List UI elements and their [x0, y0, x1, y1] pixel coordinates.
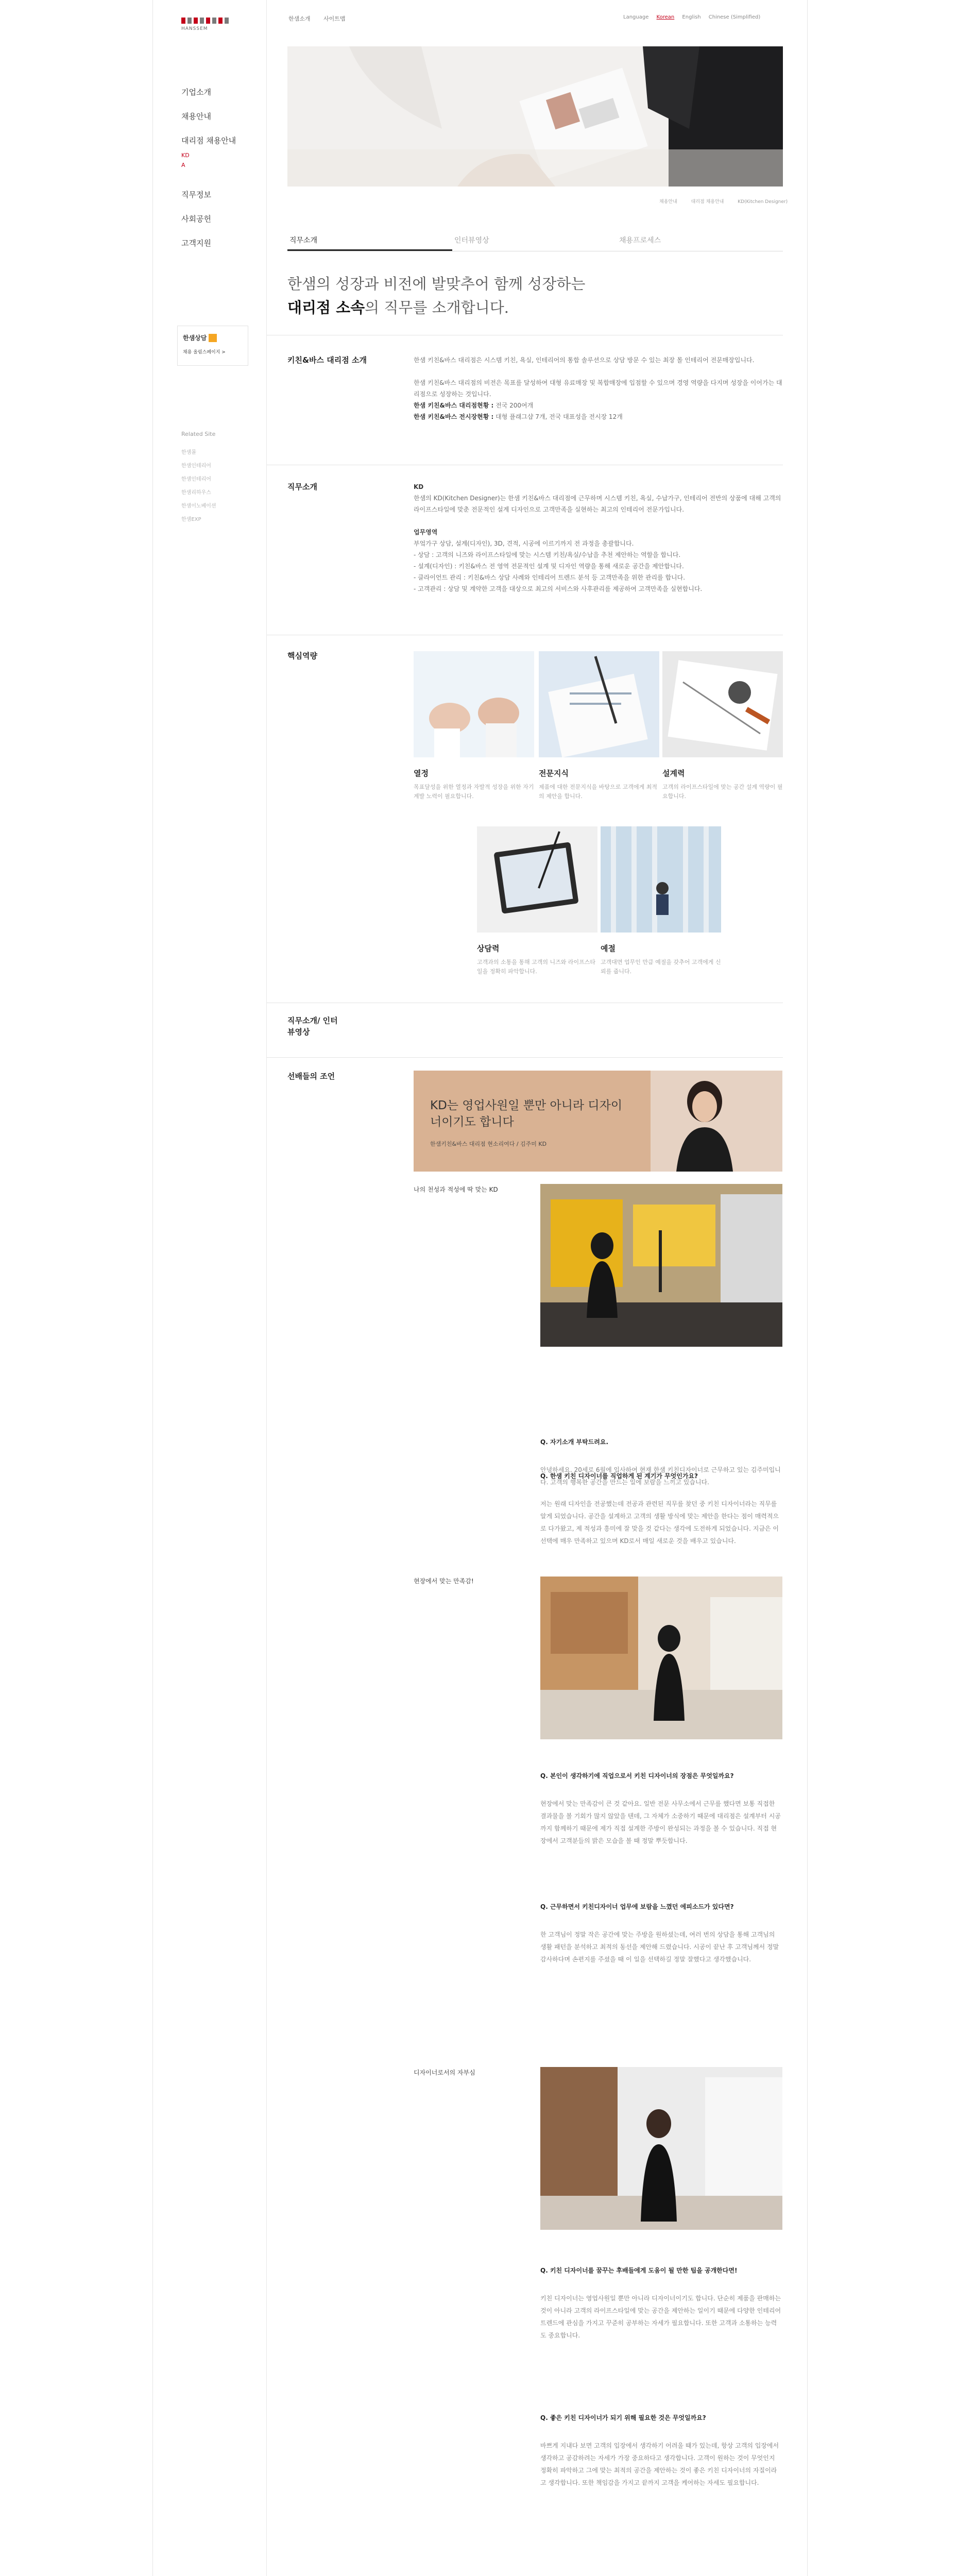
- breadcrumb-item[interactable]: 대리점 채용안내: [691, 199, 724, 205]
- lnb-item-recruit[interactable]: 채용안내: [181, 112, 211, 121]
- qa-question: Q. 키친 디자이너를 꿈꾸는 후배들에게 도움이 될 만한 팁을 공개한다면!: [540, 2267, 738, 2274]
- related-link[interactable]: 한샘이노베이션: [181, 503, 216, 509]
- interview-image-3: [540, 2067, 782, 2230]
- competency-desc: 고객대면 업무인 만큼 예절을 갖추어 고객에게 신뢰를 줍니다.: [601, 959, 721, 975]
- lnb-sub-kd[interactable]: KD: [181, 152, 190, 159]
- lang-chinese[interactable]: Chinese (Simplified): [708, 14, 761, 20]
- agency-paragraph: 한샘 키친&바스 대리점은 시스템 키친, 욕실, 인테리어의 통합 솔루션으로 상담 방문 수 있는 최장 몰 인테리어 전문매장입니다.: [414, 357, 755, 364]
- banner-button[interactable]: 채용 올림스페이지 >: [183, 350, 226, 355]
- competency-image-knowledge: [539, 651, 659, 757]
- breadcrumb: [647, 198, 788, 205]
- headline-strong: 대리점 소속: [287, 299, 365, 316]
- competency-image-design: [662, 651, 783, 757]
- qa-block: [540, 2266, 782, 2342]
- section-body-agency: [414, 354, 782, 422]
- content-tabs: [287, 231, 783, 251]
- section-body-job: [414, 481, 782, 595]
- language-selector: [623, 14, 760, 20]
- competency-title: 예절: [601, 944, 616, 953]
- competency-desc: 고객과의 소통을 통해 고객의 니즈와 라이프스타일을 정확히 파악합니다.: [477, 959, 596, 975]
- section-divider: [267, 1057, 783, 1058]
- left-border: [152, 0, 153, 2576]
- banner-title: 한샘상담: [183, 334, 207, 342]
- qa-answer: 바쁘게 지내다 보면 고객의 입장에서 생각하기 어려울 때가 있는데, 항상 고객의 입장에서 생각하고 공감하려는 자세가 가장 중요하다고 생각합니다. 고객이 원하는 것이 무엇인지 정확히 파악하고 그에 맞는 최적의 공간을 제안하는 것이 좋은 키친 디자이너의 자질이라고 생각합니다. 또한 책임감을 가지고 끝까지 고객을 케어하는 자세도 필요합니다.: [540, 2442, 779, 2486]
- section-label-agency: 키친&바스 대리점 소개: [287, 355, 367, 365]
- qa-answer: 한 고객님이 정말 작은 공간에 맞는 주방을 원하셨는데, 여러 번의 상담을 통해 고객님의 생활 패턴을 분석하고 최적의 동선을 제안해 드렸습니다. 시공이 끝난 후 고객님께서 정말 감사하다며 손편지를 주셨을 때 이 일을 선택하길 정말 잘했다고 생각했습니다.: [540, 1931, 779, 1963]
- qa-answer: 저는 원래 디자인을 전공했는데 전공과 관련된 직무를 찾던 중 키친 디자이너라는 직무를 알게 되었습니다. 공간을 설계하고 고객의 생활 방식에 맞는 제안을 한다는 점이 매력적으로 다가왔고, 제 적성과 흥미에 잘 맞을 것 같다는 생각에 도전하게 되었습니다. 지금은 이 선택에 매우 만족하고 있으며 KD로서 매일 새로운 것을 배우고 있습니다.: [540, 1500, 779, 1545]
- qa-block: [540, 1771, 782, 1847]
- interview-banner: [414, 1071, 782, 1172]
- lnb-sub-a[interactable]: A: [181, 162, 185, 168]
- lnb-item-company[interactable]: 기업소개: [181, 88, 211, 97]
- qa-block: [540, 1471, 782, 1547]
- qa-question: Q. 좋은 키친 디자이너가 되기 위해 필요한 것은 무엇일까요?: [540, 2414, 706, 2421]
- section-label-competency: 핵심역량: [287, 651, 317, 660]
- hero-image: [287, 46, 783, 187]
- tab-interview-video[interactable]: 인터뷰영상: [454, 236, 489, 245]
- competency-title: 열정: [414, 769, 429, 778]
- work-bullet: - 고객관리 : 상담 및 계약한 고객을 대상으로 최고의 서비스와 사후관리를 제공하여 고객만족을 실현합니다.: [414, 585, 703, 592]
- lnb-item-social[interactable]: 사회공헌: [181, 214, 211, 224]
- qa-block: [540, 1902, 782, 1965]
- qa-question: Q. 근무하면서 키친디자이너 업무에 보람을 느꼈던 에피소드가 있다면?: [540, 1903, 734, 1910]
- left-navigation: [181, 87, 259, 262]
- interview-caption: 현장에서 맞는 만족감!: [414, 1578, 474, 1585]
- qa-answer: 현장에서 맞는 만족감이 큰 것 같아요. 일반 전문 사무소에서 근무를 했다면 보통 직접한 결과물을 볼 기회가 많지 않았을 텐데, 그 자체가 소중하기 때문에 대리점은 설계부터 시공까지 함께하기 때문에 제가 직접 설계한 주방이 완성되는 과정을 볼 수 있습니다. 직접 현장에서 고객분들의 밝은 모습을 볼 때 정말 뿌듯합니다.: [540, 1800, 781, 1844]
- banner-badge-icon: [209, 334, 217, 342]
- kd-description: 한샘의 KD(Kitchen Designer)는 한샘 키친&바스 대리점에 근무하며 시스템 키친, 욕실, 수납가구, 인테리어 전반의 상품에 대해 고객의 라이프스타일에 맞춘 전문적인 설계 디자인으로 고객만족을 실현하는 최고의 인테리어 전문가입니다.: [414, 495, 781, 513]
- qa-block: [540, 2413, 782, 2489]
- right-border: [807, 0, 808, 2576]
- qa-answer: 안녕하세요. 20세로 6월에 입사하여 현재 한샘 키친디자이너로 근무하고 있는 김주미입니다. 고객의 행복한 공간을 만드는 일에 보람을 느끼고 있습니다.: [540, 1466, 781, 1486]
- logo-mark: [181, 18, 236, 24]
- interview-caption: 나의 천성과 적성에 딱 맞는 KD: [414, 1186, 498, 1193]
- section-label-job: 직무소개: [287, 482, 317, 492]
- agency-stat-label: 한샘 키친&바스 전시장현황 :: [414, 413, 494, 420]
- lang-english[interactable]: English: [682, 14, 701, 20]
- work-bullet: - 상담 : 고객의 니즈와 라이프스타일에 맞는 시스템 키친/욕실/수납을 추천 제안하는 역할을 합니다.: [414, 551, 681, 558]
- lnb-item-job-info[interactable]: 직무정보: [181, 190, 211, 199]
- lang-korean[interactable]: Korean: [656, 14, 675, 20]
- section-label-interview: 선배들의 조언: [287, 1072, 335, 1081]
- logo-text: HANSSEM: [181, 26, 208, 31]
- headline-rest: 의 직무를 소개합니다.: [365, 299, 509, 316]
- competency-card: [662, 651, 783, 801]
- util-links: [288, 14, 357, 23]
- interview-image-1: [540, 1184, 782, 1347]
- agency-stat: [414, 400, 782, 411]
- competency-image-manner: [601, 826, 721, 933]
- agency-paragraph: 한샘 키친&바스 대리점의 비전은 목표를 달성하여 대형 유료매장 및 복합매장에 입점할 수 있으며 경영 역량을 다지며 성장을 이어가는 대리점으로 성장하는 것입니다.: [414, 379, 782, 398]
- agency-stat-label: 한샘 키친&바스 대리점현황 :: [414, 402, 494, 409]
- qa-question: Q. 본인이 생각하기에 직업으로서 키친 디자이너의 장점은 무엇일까요?: [540, 1772, 734, 1780]
- agency-stat: [414, 411, 782, 422]
- competency-desc: 목표달성을 위한 열정과 자발적 성장을 위한 자기계발 노력이 필요합니다.: [414, 784, 534, 800]
- lnb-item-support[interactable]: 고객지원: [181, 239, 211, 248]
- tab-process[interactable]: 채용프로세스: [619, 236, 661, 245]
- related-title: Related Site: [181, 431, 216, 437]
- work-bullet: - 클라이언트 관리 : 키친&바스 상담 사례와 인테리어 트렌드 분석 등 고객만족을 위한 관리를 합니다.: [414, 574, 686, 581]
- page-headline: [287, 272, 783, 319]
- qa-question: Q. 한샘 키친 디자이너를 직업하게 된 계기가 무엇인가요?: [540, 1472, 698, 1480]
- breadcrumb-item[interactable]: 채용안내: [659, 199, 677, 205]
- tab-job-intro[interactable]: 직무소개: [287, 231, 452, 251]
- interview-banner-text: KD는 영업사원일 뿐만 아니라 디자이너이기도 합니다: [430, 1099, 623, 1129]
- interview-caption: 디자이너로서의 자부심: [414, 2069, 475, 2076]
- competency-card: [477, 826, 597, 976]
- agency-stat-value: 대형 플래그샵 7개, 전국 대표성을 전시장 12개: [493, 413, 623, 420]
- section-label-video: 직무소개/ 인터뷰영상: [287, 1016, 338, 1037]
- competency-card: [539, 651, 659, 801]
- left-column-border: [266, 0, 267, 2576]
- work-bullet: - 설계(디자인) : 키친&바스 전 영역 전문적인 설계 및 디자인 역량을 통해 새로운 공간을 제안합니다.: [414, 563, 684, 570]
- competency-image-passion: [414, 651, 534, 757]
- interview-banner-sub: 한샘키친&바스 대리점 현소리여다 / 김주미 KD: [430, 1141, 547, 1147]
- lnb-item-agency-recruit[interactable]: 대리점 채용안내: [181, 136, 236, 145]
- banner-title-row: [183, 332, 243, 342]
- site-logo[interactable]: [181, 18, 236, 32]
- work-title: 업무영역: [414, 529, 438, 536]
- competency-desc: 고객의 라이프스타일에 맞는 공간 설계 역량이 필요합니다.: [662, 784, 783, 800]
- competency-card: [414, 651, 534, 801]
- headline-line1: 한샘의 성장과 비전에 발맞추어 함께 성장하는: [287, 275, 586, 293]
- interview-image-2: [540, 1577, 782, 1739]
- kd-title: KD: [414, 483, 424, 490]
- qa-answer: 키친 디자이너는 영업사원일 뿐만 아니라 디자이너이기도 합니다. 단순히 제품을 판매하는 것이 아니라 고객의 라이프스타일에 맞는 공간을 제안하는 일이기 때문에 다양한 인테리어 트렌드에 관심을 가지고 꾸준히 공부하는 자세가 필요합니다. 또한 고객과 소통하는 능력도 중요합니다.: [540, 2295, 781, 2339]
- related-sites: [181, 431, 253, 528]
- related-link[interactable]: 한샘인테리어: [181, 463, 211, 469]
- competency-title: 설계력: [662, 769, 685, 778]
- competency-card: [601, 826, 721, 976]
- competency-title: 전문지식: [539, 769, 569, 778]
- competency-desc: 제품에 대한 전문지식을 바탕으로 고객에게 최적의 제안을 합니다.: [539, 784, 658, 800]
- util-link-sitemap[interactable]: 사이트맵: [323, 15, 346, 22]
- util-link-about[interactable]: 한샘소개: [288, 15, 311, 22]
- related-link[interactable]: 한샘EXP: [181, 517, 201, 522]
- agency-stat-value: 전국 200여개: [493, 402, 534, 409]
- competency-image-consulting: [477, 826, 597, 933]
- language-label: Language: [623, 14, 649, 20]
- breadcrumb-item: KD(Kitchen Designer): [738, 199, 788, 205]
- consult-banner[interactable]: [177, 326, 248, 366]
- related-link[interactable]: 한샘인테리어: [181, 477, 211, 482]
- headline-line2: [287, 296, 783, 319]
- related-link[interactable]: 한샘리하우스: [181, 490, 211, 496]
- related-link[interactable]: 한샘몰: [181, 450, 196, 455]
- work-description: 부엌가구 상담, 설계(디자인), 3D, 견적, 시공에 이르기까지 전 과정을 총괄합니다.: [414, 540, 634, 547]
- competency-title: 상담력: [477, 944, 500, 953]
- qa-question: Q. 자기소개 부탁드려요.: [540, 1438, 609, 1446]
